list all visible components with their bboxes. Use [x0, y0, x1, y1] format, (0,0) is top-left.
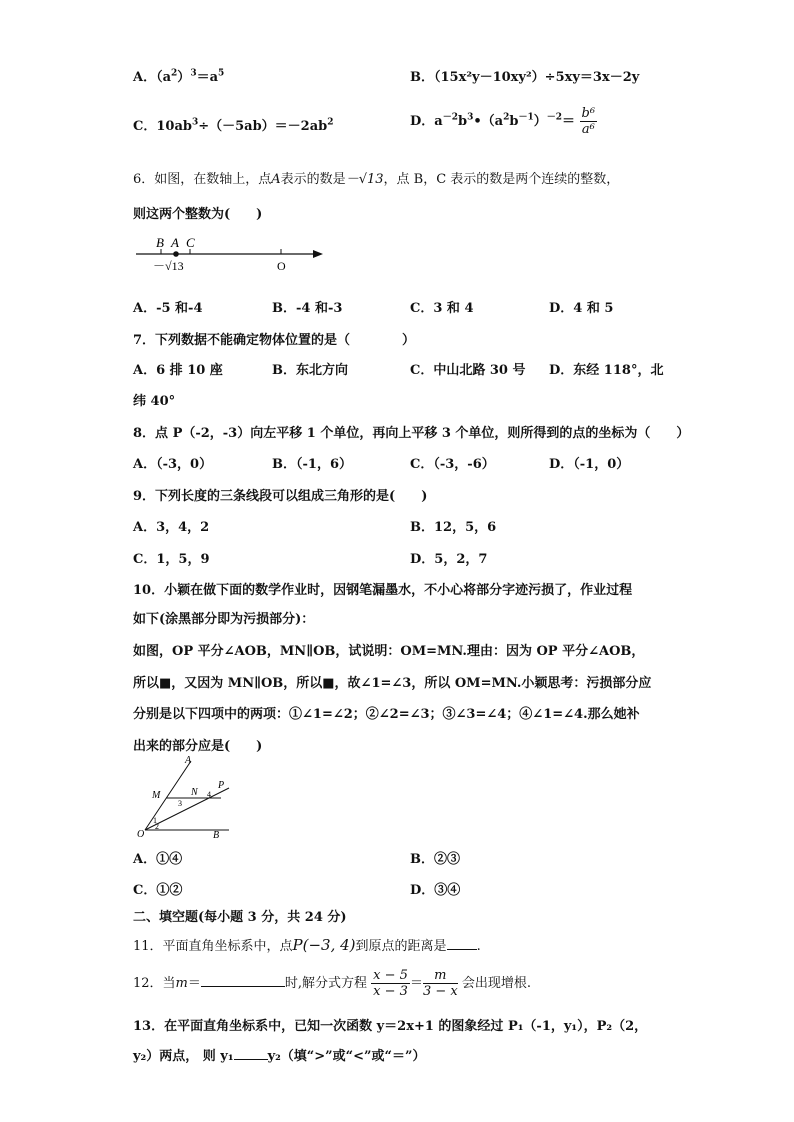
angle-1: 1 — [153, 816, 157, 825]
option-text: 5，2，7 — [434, 552, 488, 567]
variable: m — [175, 976, 188, 991]
option-text: ①② — [156, 883, 183, 898]
fraction-numerator: m — [423, 968, 458, 984]
q8-option-b — [272, 453, 352, 472]
point-a-dot — [173, 251, 179, 257]
superscript: 5 — [218, 68, 225, 79]
superscript: 3 — [190, 68, 197, 79]
q9-option-c — [133, 548, 210, 567]
stem-text: y₂（填“>”或“<”或“＝”） — [267, 1049, 426, 1064]
option-text: b — [509, 114, 519, 129]
option-label: D． — [410, 883, 435, 898]
q7-option-c — [410, 359, 526, 378]
option-text: ＝a — [196, 70, 219, 85]
section-heading: 二、填空题(每小题 3 分，共 24 分) — [133, 910, 347, 925]
label-a: A — [185, 755, 192, 766]
q6-option-d — [549, 297, 613, 316]
fraction-denominator: x − 3 — [373, 984, 408, 999]
option-text: 东经 118°，北 — [573, 363, 664, 378]
option-text: a — [434, 114, 443, 129]
stem-text: ＝ — [409, 976, 423, 991]
option-label: C． — [133, 883, 157, 898]
fraction-denominator: 3 − x — [422, 984, 458, 999]
label-b: B — [156, 235, 164, 250]
option-label: D． — [410, 552, 435, 567]
fraction-numerator: b⁶ — [581, 106, 596, 121]
q8-option-a — [133, 453, 212, 472]
q7-option-d — [549, 359, 663, 378]
q6-option-a — [133, 297, 203, 316]
q7-option-b — [272, 359, 348, 378]
q8-option-c — [410, 453, 495, 472]
q7-stem: 7．下列数据不能确定物体位置的是（ ） — [133, 333, 416, 348]
option-text: （-1，0） — [573, 457, 630, 472]
stem-text: 到原点的距离是 — [355, 939, 447, 954]
option-label: C． — [410, 301, 434, 316]
label-n: N — [191, 787, 198, 798]
option-text: （a — [156, 70, 172, 85]
option-label: C． — [133, 119, 157, 134]
option-text: ③④ — [434, 883, 461, 898]
option-label: B． — [272, 457, 296, 472]
option-text: b — [457, 114, 468, 129]
number-line-figure — [133, 232, 333, 276]
fraction-2 — [423, 968, 458, 999]
option-text: -5 和-4 — [156, 301, 203, 316]
q10-option-b — [410, 848, 460, 867]
option-label: B． — [410, 70, 434, 85]
q13-line-1: 13．在平面直角坐标系中，已知一次函数 y＝2x+1 的图象经过 P₁（-1，y₁），P₂（2， — [133, 1019, 648, 1034]
q5-option-d — [410, 106, 597, 137]
option-text: ） — [533, 114, 547, 129]
option-label: D． — [549, 457, 574, 472]
label-b: B — [213, 830, 220, 840]
option-text: 10ab — [156, 119, 192, 134]
option-text: ＝ — [561, 114, 575, 129]
superscript: 3 — [191, 117, 199, 128]
q6-option-b — [272, 297, 342, 316]
label-origin: O — [277, 259, 286, 273]
q9-option-a — [133, 516, 209, 535]
option-label: B． — [272, 363, 296, 378]
option-text: ②③ — [434, 852, 461, 867]
fraction — [580, 106, 598, 137]
superscript: 2 — [171, 68, 178, 79]
q10-line-3: 如图，OP 平分∠AOB，MN∥OB，试说明：OM=MN.理由：因为 OP 平分∠AOB， — [133, 644, 645, 659]
superscript: －2 — [442, 112, 458, 123]
label-a: A — [171, 235, 179, 250]
answer-blank[interactable] — [234, 1059, 268, 1060]
fraction-1 — [371, 968, 410, 999]
answer-blank[interactable] — [447, 949, 477, 950]
label-m: M — [152, 790, 161, 801]
arrow-head-icon — [313, 250, 323, 258]
option-label: A． — [133, 363, 157, 378]
q6-stem-line2: 则这两个整数为( ) — [133, 207, 263, 222]
q10-line-5: 分别是以下四项中的两项：①∠1=∠2；②∠2=∠3；③∠3=∠4；④∠1=∠4.那么她补 — [133, 707, 640, 722]
q8-stem: 8．点 P（-2，-3）向左平移 1 个单位，再向上平移 3 个单位，则所得到的点的坐标为（ ） — [133, 426, 690, 441]
point-label: A — [271, 172, 281, 187]
label-p: P — [218, 780, 225, 791]
point-expression: P(−3, 4) — [292, 936, 356, 954]
option-label: B． — [272, 301, 296, 316]
q9-option-b — [410, 516, 496, 535]
q7-option-d-cont: 纬 40° — [133, 394, 176, 409]
option-text: ） — [177, 70, 191, 85]
answer-blank[interactable] — [201, 986, 285, 987]
superscript: 2 — [327, 117, 334, 128]
fraction-numerator: x − 5 — [373, 968, 408, 983]
q7-option-a — [133, 359, 223, 378]
option-label: C． — [133, 552, 157, 567]
q10-line-1: 10．小颖在做下面的数学作业时，因钢笔漏墨水，不小心将部分字迹污损了，作业过程 — [133, 583, 633, 598]
stem-text: 6．如图，在数轴上，点 — [133, 172, 272, 187]
option-label: B． — [410, 520, 434, 535]
superscript: 2 — [503, 112, 510, 123]
q10-option-c — [133, 879, 182, 898]
option-text: 东北方向 — [296, 363, 349, 378]
option-label: D． — [549, 301, 574, 316]
superscript: －1 — [518, 112, 534, 123]
option-text: 1，5，9 — [156, 552, 210, 567]
option-label: A． — [133, 301, 157, 316]
option-label: A． — [133, 70, 157, 85]
option-label: A． — [133, 457, 157, 472]
sqrt-value: －√13 — [345, 172, 384, 187]
option-label: C． — [410, 457, 434, 472]
option-label: A． — [133, 852, 157, 867]
q9-option-d — [410, 548, 487, 567]
label-o: O — [137, 829, 145, 840]
stem-text: y₂）两点， 则 y₁ — [133, 1049, 234, 1064]
angle-2: 2 — [155, 822, 159, 831]
option-label: D． — [549, 363, 574, 378]
option-text: （-3，-6） — [433, 457, 495, 472]
option-text: 12，5，6 — [434, 520, 497, 535]
option-text: •（a — [473, 114, 504, 129]
option-label: B． — [410, 852, 434, 867]
q10-line-4: 所以■，又因为 MN∥OB，所以■，故∠1=∠3，所以 OM=MN.小颖思考：污损部分应 — [133, 676, 652, 691]
q10-line-6: 出来的部分应是( ) — [133, 739, 263, 754]
q6-option-c — [410, 297, 474, 316]
option-text: ①④ — [156, 852, 183, 867]
stem-text: 表示的数是 — [280, 172, 346, 187]
q5-option-c — [133, 115, 334, 134]
q10-line-2: 如下(涂黑部分即为污损部分)： — [133, 612, 315, 627]
option-text: （-3，0） — [156, 457, 213, 472]
option-text: （-1，6） — [296, 457, 352, 472]
option-text: -4 和-3 — [296, 301, 343, 316]
option-text: 3，4，2 — [156, 520, 210, 535]
q13-line-2 — [133, 1045, 425, 1064]
stem-text: 会出现增根. — [461, 976, 531, 991]
stem-text: 时,解分式方程 — [284, 976, 368, 991]
stem-text: ，点 B，C 表示的数是两个连续的整数， — [383, 172, 620, 187]
q11-stem — [133, 935, 481, 954]
q9-stem: 9．下列长度的三条线段可以组成三角形的是( ) — [133, 489, 428, 504]
option-text: 4 和 5 — [573, 301, 614, 316]
option-label: A． — [133, 520, 157, 535]
q10-option-a — [133, 848, 182, 867]
option-text: 中山北路 30 号 — [433, 363, 526, 378]
superscript: －2 — [546, 112, 562, 123]
option-text: 3 和 4 — [433, 301, 474, 316]
label-sqrt: －√13 — [153, 259, 184, 273]
stem-text: 11．平面直角坐标系中，点 — [133, 939, 293, 954]
q12-stem — [133, 968, 531, 999]
q6-stem — [133, 168, 619, 187]
option-text: （15x²y－10xy²）÷5xy＝3x－2y — [434, 70, 640, 85]
label-c: C — [186, 235, 195, 250]
stem-text: . — [476, 939, 481, 954]
q5-option-b — [410, 66, 639, 85]
option-label: D． — [410, 114, 435, 129]
q5-option-a — [133, 66, 224, 85]
angle-3: 3 — [178, 799, 182, 808]
option-text: 6 排 10 座 — [156, 363, 223, 378]
superscript: 3 — [467, 112, 474, 123]
angle-bisector-figure — [133, 755, 243, 840]
angle-4: 4 — [207, 790, 211, 799]
stem-text: ＝ — [187, 976, 201, 991]
fraction-denominator: a⁶ — [581, 122, 595, 137]
option-text: ÷（－5ab）＝－2ab — [198, 119, 328, 134]
q8-option-d — [549, 453, 629, 472]
q10-option-d — [410, 879, 460, 898]
stem-text: 12．当 — [133, 976, 176, 991]
option-label: C． — [410, 363, 434, 378]
